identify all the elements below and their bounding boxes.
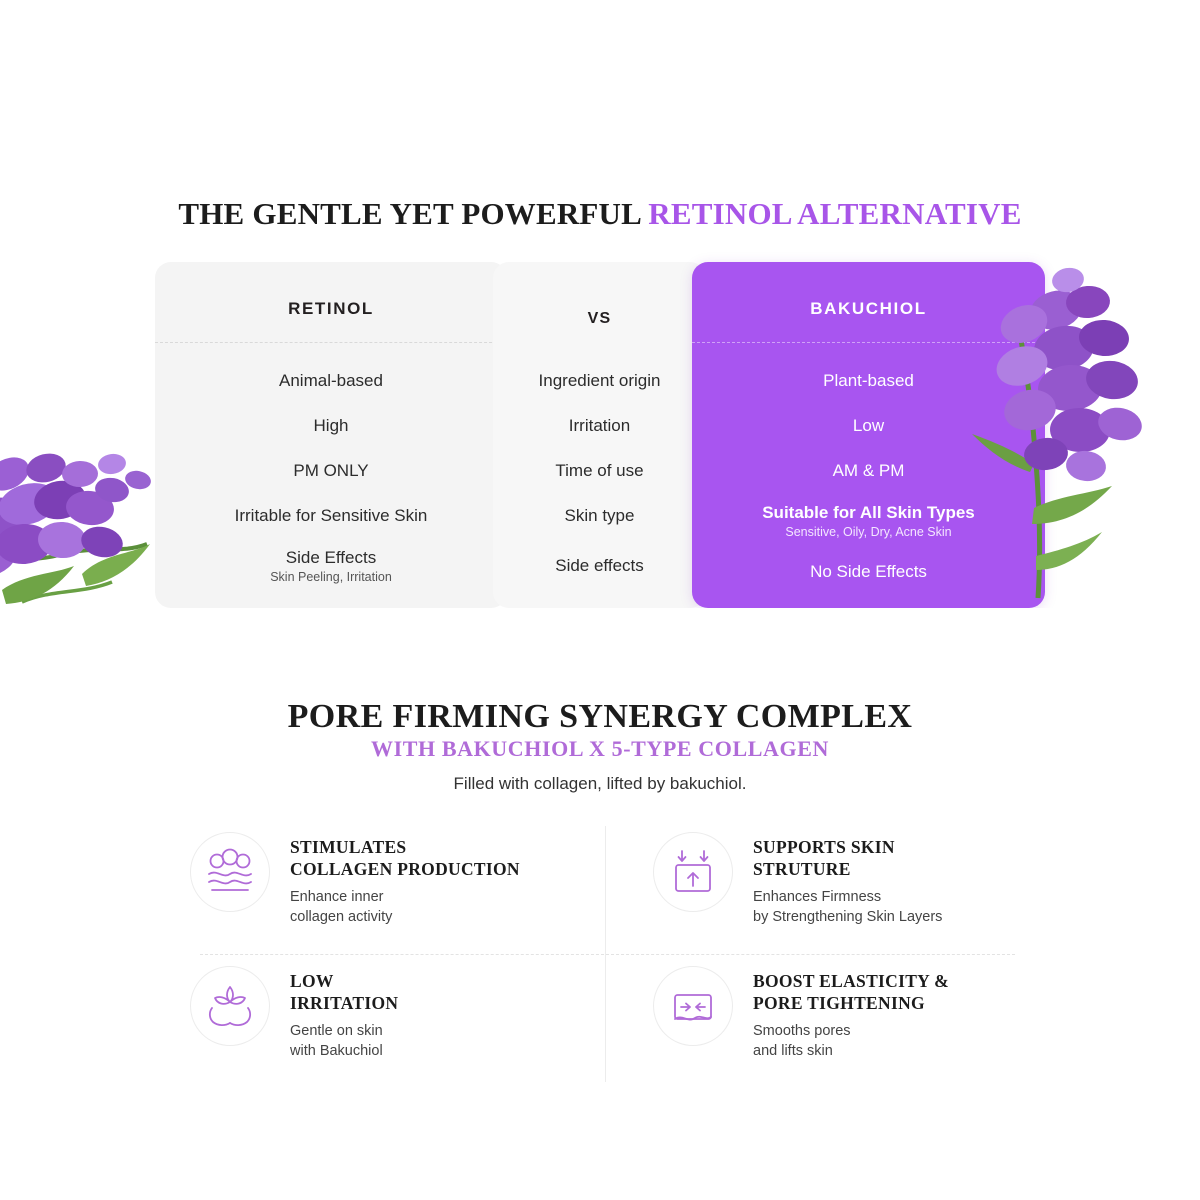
feature-desc-line2: and lifts skin: [753, 1043, 833, 1060]
feature-desc-line2: with Bakuchiol: [290, 1043, 383, 1060]
feature-desc-line1: Enhance inner: [290, 888, 384, 905]
feature-description: [753, 1021, 949, 1062]
feature-text: [753, 966, 949, 1062]
feature-item: [605, 954, 1020, 1088]
cell-value: Plant-based: [823, 370, 914, 390]
feature-description: [753, 887, 942, 928]
headline-accent-part: RETINOL ALTERNATIVE: [648, 196, 1022, 231]
cell-value: Low: [852, 415, 885, 435]
table-row: [692, 403, 1045, 448]
section-title: PORE FIRMING SYNERGY COMPLEX: [287, 698, 913, 735]
pore-tightening-icon: [653, 966, 733, 1046]
table-row: [692, 448, 1045, 493]
comparison-table: [155, 262, 1045, 608]
cell-value: Suitable for All Skin Types: [762, 503, 975, 522]
cell-value: PM ONLY: [293, 460, 369, 480]
collagen-production-icon: [190, 832, 270, 912]
feature-title-line1: SUPPORTS SKIN: [753, 837, 895, 857]
feature-grid: [190, 820, 1020, 1088]
cell-value: No Side Effects: [810, 561, 927, 581]
feature-title-line1: STIMULATES: [290, 837, 407, 857]
section-subtitle: WITH BAKUCHIOL X 5-TYPE COLLAGEN: [370, 736, 830, 761]
feature-title: [290, 970, 398, 1015]
cell-label: Ingredient origin: [538, 370, 661, 390]
feature-item: [605, 820, 1020, 954]
table-row: [155, 448, 507, 493]
retinol-values: [155, 358, 507, 594]
feature-title-line2: STRUTURE: [753, 859, 851, 880]
cell-subtext: Skin Peeling, Irritation: [270, 570, 392, 584]
table-row: [692, 549, 1045, 594]
section-tagline: Filled with collagen, lifted by bakuchiol.: [453, 774, 747, 793]
table-row: [692, 358, 1045, 403]
feature-title-line2: PORE TIGHTENING: [753, 993, 925, 1014]
feature-title-line1: LOW: [290, 971, 334, 991]
table-row: [493, 403, 706, 448]
feature-title: [753, 970, 949, 1015]
column-header-bakuchiol: BAKUCHIOL: [810, 299, 927, 318]
table-row: [155, 358, 507, 403]
pore-firming-complex-section: [0, 608, 1200, 1200]
table-row: [493, 358, 706, 403]
table-row: [155, 493, 507, 538]
header-divider: [692, 342, 1045, 343]
feature-description: [290, 1021, 398, 1062]
table-row: [493, 538, 706, 594]
skin-structure-icon: [653, 832, 733, 912]
feature-title: [290, 836, 520, 881]
table-row: [155, 538, 507, 594]
bakuchiol-values: [692, 358, 1045, 594]
cell-label: Irritation: [568, 415, 631, 435]
feature-desc-line2: collagen activity: [290, 909, 393, 926]
table-row: [493, 493, 706, 538]
cell-label: Side effects: [555, 556, 644, 575]
feature-desc-line2: by Strengthening Skin Layers: [753, 909, 943, 926]
feature-title-line2: IRRITATION: [290, 993, 399, 1014]
headline-dark-part: THE GENTLE YET POWERFUL: [178, 196, 649, 231]
cell-label: Skin type: [564, 505, 635, 525]
column-header-retinol: RETINOL: [288, 299, 374, 318]
feature-description: [290, 887, 520, 928]
feature-item: [190, 954, 605, 1088]
page-title: [0, 196, 1200, 232]
feature-desc-line1: Enhances Firmness: [753, 888, 882, 905]
cell-value: Side Effects: [285, 548, 377, 567]
cell-subtext: Sensitive, Oily, Dry, Acne Skin: [785, 525, 952, 539]
feature-title: [753, 836, 942, 881]
table-row: [493, 448, 706, 493]
feature-title-line1: BOOST ELASTICITY &: [753, 971, 950, 991]
criteria-labels: [493, 358, 706, 594]
feature-text: [753, 832, 942, 928]
low-irritation-hands-icon: [190, 966, 270, 1046]
comparison-column-labels: [493, 262, 706, 608]
cell-label: Time of use: [555, 460, 644, 480]
comparison-column-bakuchiol: [692, 262, 1045, 608]
feature-title-line2: COLLAGEN PRODUCTION: [290, 859, 520, 880]
column-header-vs: VS: [587, 310, 612, 327]
table-row: [692, 493, 1045, 549]
comparison-column-retinol: [155, 262, 507, 608]
feature-desc-line1: Gentle on skin: [290, 1022, 383, 1039]
cell-value: High: [313, 415, 349, 435]
feature-item: [190, 820, 605, 954]
feature-text: [290, 966, 398, 1062]
cell-value: Animal-based: [279, 370, 383, 390]
feature-desc-line1: Smooths pores: [753, 1022, 851, 1039]
feature-text: [290, 832, 520, 928]
cell-value: Irritable for Sensitive Skin: [234, 505, 428, 525]
header-divider: [155, 342, 507, 343]
cell-value: AM & PM: [832, 460, 905, 480]
table-row: [155, 403, 507, 448]
